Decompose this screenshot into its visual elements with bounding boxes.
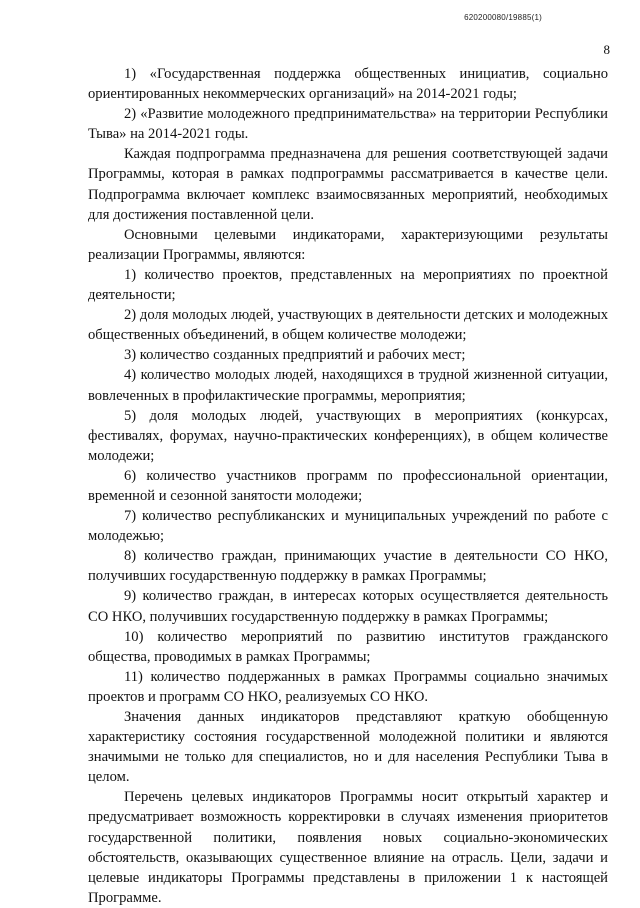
indicator-item-3: 3) количество созданных предприятий и рабочих мест; [124,347,466,364]
indicator-item-2: 2) доля молодых людей, участвующих в деятельности детских и молодежных общественных объединений, в общем количестве молодежи; [88,307,608,344]
document-id: 620200080/19885(1) [464,13,542,22]
subprogram-item-1: 1) «Государственная поддержка общественных инициатив, социально ориентированных некоммерческих организаций» на 2014-2021 годы; [88,66,608,103]
paragraph-indicators-intro: Основными целевыми индикаторами, характеризующими результаты реализации Программы, являются: [88,226,608,263]
indicator-item-5: 5) доля молодых людей, участвующих в мероприятиях (конкурсах, фестивалях, форумах, научно-практических конференциях), в общем количестве молодежи; [88,407,608,464]
paragraph-indicator-list: Перечень целевых индикаторов Программы носит открытый характер и предусматривает возможность корректировки в случаях изменения приоритетов государственной политики, появления новых социально-экономических обстоятельств, оказывающих существенное влияние на отрасль. Цели, задачи и целевые индикаторы Программы представлены в приложении 1 к настоящей Программе. [88,789,608,906]
page-number: 8 [603,42,610,57]
subprogram-item-2: 2) «Развитие молодежного предпринимательства» на территории Республики Тыва» на 2014-2021 годы. [88,106,608,143]
paragraph-indicator-values: Значения данных индикаторов представляют краткую обобщенную характеристику состояния государственной молодежной политики и являются значимыми не только для специалистов, но и для населения Республики Тыва в целом. [88,709,608,786]
indicator-item-4: 4) количество молодых людей, находящихся в трудной жизненной ситуации, вовлеченных в профилактические программы, мероприятия; [88,367,608,404]
indicator-item-9: 9) количество граждан, в интересах которых осуществляется деятельность СО НКО, получивших государственную поддержку в рамках Программы; [88,588,608,625]
indicator-item-11: 11) количество поддержанных в рамках Программы социально значимых проектов и программ СО НКО, реализуемых СО НКО. [88,668,608,705]
document-body [88,64,608,908]
indicator-item-10: 10) количество мероприятий по развитию институтов гражданского общества, проводимых в рамках Программы; [88,628,608,665]
paragraph-subprogram-purpose: Каждая подпрограмма предназначена для решения соответствующей задачи Программы, которая в рамках подпрограммы рассматривается в качестве цели. Подпрограмма включает комплекс взаимосвязанных мероприятий, необходимых для достижения поставленной цели. [88,146,608,223]
indicator-item-6: 6) количество участников программ по профессиональной ориентации, временной и сезонной занятости молодежи; [88,467,608,504]
indicator-item-8: 8) количество граждан, принимающих участие в деятельности СО НКО, получивших государственную поддержку в рамках Программы; [88,548,608,585]
indicator-item-7: 7) количество республиканских и муниципальных учреждений по работе с молодежью; [88,508,608,545]
indicator-item-1: 1) количество проектов, представленных на мероприятиях по проектной деятельности; [88,266,608,304]
